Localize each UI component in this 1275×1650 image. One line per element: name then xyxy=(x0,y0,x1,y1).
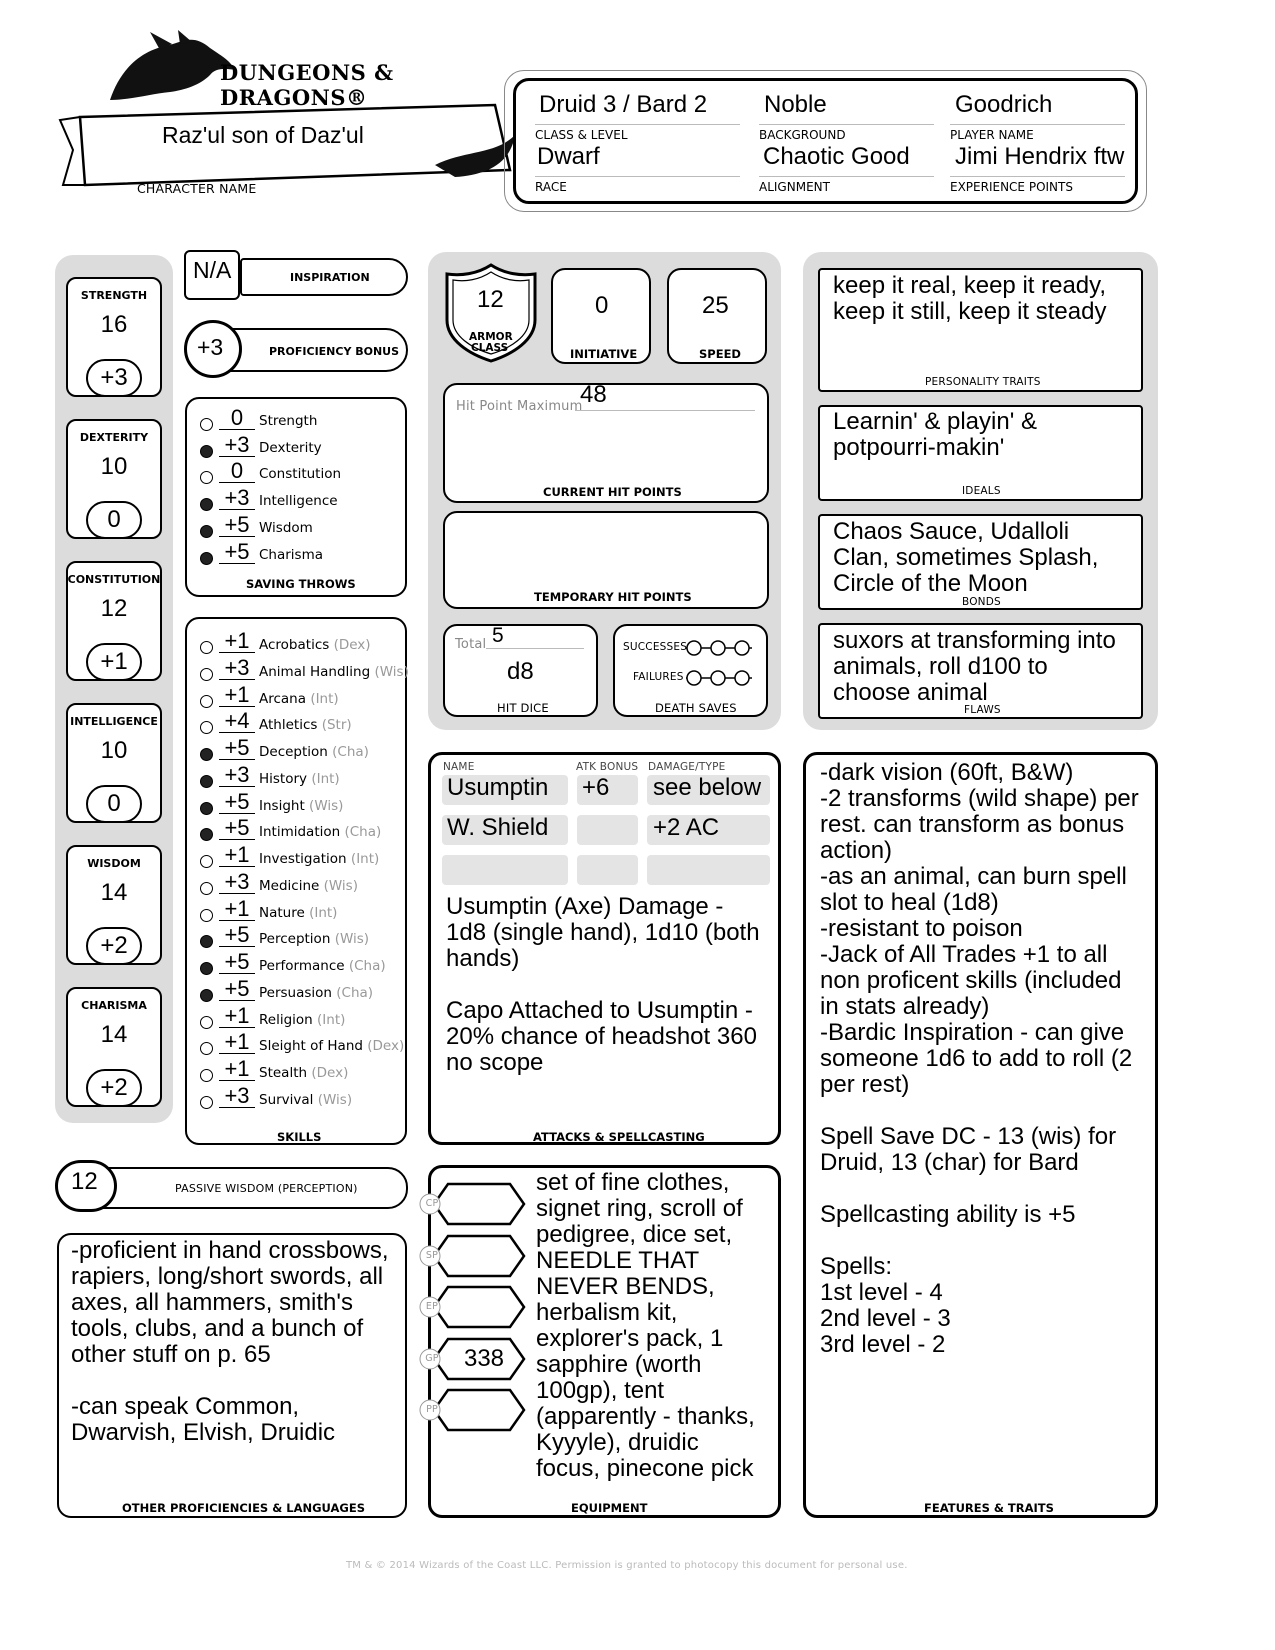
skill-name: Nature xyxy=(259,904,305,921)
saving-throw-value[interactable]: +5 xyxy=(219,514,255,537)
skill-proficiency-dot[interactable] xyxy=(200,962,213,975)
skill-row xyxy=(259,931,369,947)
skill-row xyxy=(259,878,358,894)
bonds-text[interactable]: Chaos Sauce, Udalloli Clan, sometimes Splash, Circle of the Moon xyxy=(833,518,1099,597)
player-name-label: PLAYER NAME xyxy=(950,124,1125,142)
race-value[interactable]: Dwarf xyxy=(537,143,600,170)
features-text[interactable]: -dark vision (60ft, B&W) -2 transforms (wild shape) per rest. can transform as bonus action) -as an animal, can burn spell slot to heal (1d8) -resistant to poison -Jack of All Trades +1 to all non proficent skills (included in stats already) -Bardic Inspiration - can give someone 1d6 to add to roll (2 per rest) Spell Save DC - 13 (wis) for Druid, 13 (char) for Bard Spellcasting ability is +5 Spells: 1st level - 4 2nd level - 3 3rd level - 2 xyxy=(820,759,1139,1358)
skill-proficiency-dot[interactable] xyxy=(200,909,213,922)
hit-dice-total[interactable]: 5 xyxy=(492,624,504,647)
skill-proficiency-dot[interactable] xyxy=(200,882,213,895)
experience-label: EXPERIENCE POINTS xyxy=(950,176,1125,194)
flaws-label: FLAWS xyxy=(964,704,1001,716)
experience-value[interactable]: Jimi Hendrix ftw xyxy=(955,143,1125,170)
skill-name: Sleight of Hand xyxy=(259,1038,363,1055)
skill-name: Survival xyxy=(259,1091,314,1108)
saving-throw-name: Charisma xyxy=(259,546,324,563)
attack-name-cell[interactable] xyxy=(442,855,568,885)
attack-damage[interactable]: see below xyxy=(653,774,762,801)
ability-score[interactable]: 16 xyxy=(100,311,128,338)
skill-name: History xyxy=(259,770,308,787)
skill-ability: (Cha) xyxy=(344,824,382,841)
hit-dice-total-label: Total xyxy=(455,637,487,652)
skill-name: Intimidation xyxy=(259,824,341,841)
other-proficiencies-text[interactable]: -proficient in hand crossbows, rapiers, long/short swords, all axes, all hammers, smith's tools, clubs, and a bunch of other stuff on p. 65 -can speak Common, Dwarvish, Elvish, Druidic xyxy=(71,1237,389,1446)
skill-ability: (Cha) xyxy=(336,984,374,1001)
flaws-text[interactable]: suxors at transforming into animals, roll d100 to choose animal xyxy=(833,627,1116,706)
ability-modifier[interactable]: 0 xyxy=(107,506,121,533)
skill-value[interactable]: +3 xyxy=(219,657,255,680)
skill-value[interactable]: +1 xyxy=(219,1005,255,1028)
armor-class-label-1: ARMOR xyxy=(469,331,513,343)
skill-proficiency-dot[interactable] xyxy=(200,1096,213,1109)
skill-ability: (Int) xyxy=(309,904,338,921)
armor-class-value[interactable]: 12 xyxy=(477,286,504,313)
saving-throw-proficiency-dot[interactable] xyxy=(200,418,213,431)
attack-damage[interactable]: +2 AC xyxy=(653,814,720,841)
ideals-text[interactable]: Learnin' & playin' & potpourri-makin' xyxy=(833,408,1037,461)
passive-wisdom-label: PASSIVE WISDOM (PERCEPTION) xyxy=(175,1182,358,1195)
skill-row xyxy=(259,717,352,733)
skill-row xyxy=(259,664,409,680)
skill-name: Athletics xyxy=(259,717,318,734)
success-1 xyxy=(687,641,701,655)
skill-name: Investigation xyxy=(259,851,347,867)
skill-value[interactable]: +1 xyxy=(219,844,255,867)
skill-ability: (Cha) xyxy=(332,744,369,760)
player-name-value[interactable]: Goodrich xyxy=(955,91,1053,118)
skill-value[interactable]: +5 xyxy=(219,951,255,974)
skill-ability: (Int) xyxy=(317,1011,346,1028)
skill-name: Animal Handling xyxy=(259,663,371,680)
skill-proficiency-dot[interactable] xyxy=(200,989,213,1002)
equipment-label: EQUIPMENT xyxy=(571,1501,648,1515)
ability-score[interactable]: 10 xyxy=(100,737,128,764)
character-name-value[interactable]: Raz'ul son of Daz'ul xyxy=(162,122,364,148)
skill-name: Medicine xyxy=(259,877,320,894)
skill-row xyxy=(259,905,337,921)
skill-ability: (Wis) xyxy=(374,663,409,680)
skill-value[interactable]: +1 xyxy=(219,1058,255,1081)
attack-damage-cell[interactable] xyxy=(647,855,770,885)
skill-name: Deception xyxy=(259,744,328,760)
skill-value[interactable]: +5 xyxy=(219,791,255,814)
brand-title: DUNGEONS & DRAGONS® xyxy=(220,60,394,110)
death-saves-successes-label: SUCCESSES xyxy=(623,641,688,653)
saving-throw-proficiency-dot[interactable] xyxy=(200,445,213,458)
personality-traits-label: PERSONALITY TRAITS xyxy=(925,376,1041,388)
skill-proficiency-dot[interactable] xyxy=(200,748,213,761)
equipment-text[interactable]: set of fine clothes, signet ring, scroll of pedigree, dice set, NEEDLE THAT NEVER BENDS, herbalism kit, explorer's pack, 1 sapphire (worth 100gp), tent (apparently - thanks, Kyyyle), druidic focus, pinecone pick xyxy=(536,1169,755,1482)
skill-row xyxy=(259,1012,345,1028)
ideals-label: IDEALS xyxy=(962,485,1001,497)
skill-name: Acrobatics xyxy=(259,637,330,653)
skill-ability: (Int) xyxy=(311,770,340,787)
skill-name: Persuasion xyxy=(259,984,332,1001)
ability-modifier[interactable]: +2 xyxy=(100,932,128,959)
skill-row xyxy=(259,1065,348,1081)
attacks-col-damage: DAMAGE/TYPE xyxy=(648,761,726,773)
ability-name: STRENGTH xyxy=(80,289,148,302)
failure-2 xyxy=(711,671,725,685)
attacks-col-bonus: ATK BONUS xyxy=(576,761,639,773)
skill-proficiency-dot[interactable] xyxy=(200,1069,213,1082)
ability-modifier[interactable]: +1 xyxy=(100,648,128,675)
skill-ability: (Wis) xyxy=(317,1091,353,1108)
background-value[interactable]: Noble xyxy=(764,91,827,118)
skill-proficiency-dot[interactable] xyxy=(200,802,213,815)
saving-throw-name: Strength xyxy=(259,413,318,429)
inspiration-label: INSPIRATION xyxy=(290,271,370,284)
skill-proficiency-dot[interactable] xyxy=(200,855,213,868)
saving-throw-value[interactable]: +5 xyxy=(219,541,255,564)
skill-name: Religion xyxy=(259,1011,313,1028)
coin-label: EP xyxy=(425,1301,439,1312)
current-hp-label: CURRENT HIT POINTS xyxy=(543,485,682,499)
saving-throw-value[interactable]: +3 xyxy=(219,487,255,510)
saving-throw-value[interactable]: 0 xyxy=(219,407,255,430)
skill-name: Stealth xyxy=(259,1065,308,1081)
coin-value[interactable]: 338 xyxy=(463,1344,505,1372)
coin-label: GP xyxy=(425,1352,439,1364)
hp-max-value[interactable]: 48 xyxy=(580,381,607,408)
skill-row xyxy=(259,637,371,653)
skill-row xyxy=(259,985,373,1001)
alignment-label: ALIGNMENT xyxy=(759,176,934,194)
footer-legal: TM & © 2014 Wizards of the Coast LLC. Permission is granted to photocopy this document for personal use. xyxy=(346,1560,908,1571)
skill-ability: (Wis) xyxy=(323,877,358,894)
skill-value[interactable]: +4 xyxy=(219,710,255,733)
ability-modifier[interactable]: +2 xyxy=(100,1074,128,1101)
coin-label: CP xyxy=(425,1198,439,1209)
skills-label: SKILLS xyxy=(277,1130,322,1144)
skill-value[interactable]: +1 xyxy=(219,684,255,707)
initiative-value[interactable]: 0 xyxy=(595,292,609,319)
skill-row xyxy=(259,744,369,760)
attack-bonus-cell[interactable] xyxy=(577,855,638,885)
saving-throw-proficiency-dot[interactable] xyxy=(200,552,213,565)
saving-throw-name: Wisdom xyxy=(259,519,313,536)
armor-class-label-2: CLASS xyxy=(471,342,509,354)
temp-hp-label: TEMPORARY HIT POINTS xyxy=(534,590,692,604)
other-proficiencies-label: OTHER PROFICIENCIES & LANGUAGES xyxy=(122,1501,365,1515)
skill-proficiency-dot[interactable] xyxy=(200,668,213,681)
hit-dice-label: HIT DICE xyxy=(497,701,549,715)
saving-throw-value[interactable]: +3 xyxy=(219,434,255,457)
saving-throws-label: SAVING THROWS xyxy=(246,577,356,591)
skill-value[interactable]: +1 xyxy=(219,898,255,921)
ability-name: INTELLIGENCE xyxy=(70,715,158,728)
initiative-label: INITIATIVE xyxy=(570,347,638,361)
skill-ability: (Dex) xyxy=(367,1038,405,1055)
skill-row xyxy=(259,824,381,840)
race-label: RACE xyxy=(535,176,740,194)
ability-modifier[interactable]: 0 xyxy=(107,790,121,817)
saving-throw-proficiency-dot[interactable] xyxy=(200,525,213,538)
speed-value[interactable]: 25 xyxy=(702,292,729,319)
skill-name: Arcana xyxy=(259,690,307,707)
skill-ability: (Wis) xyxy=(309,797,344,814)
class-level-value[interactable]: Druid 3 / Bard 2 xyxy=(539,91,708,118)
attack-name[interactable]: Usumptin xyxy=(447,774,549,801)
personality-traits-text[interactable]: keep it real, keep it ready, keep it still, keep it steady xyxy=(833,272,1107,325)
skill-value[interactable]: +5 xyxy=(219,978,255,1001)
skill-ability: (Dex) xyxy=(333,637,371,653)
ability-modifier[interactable]: +3 xyxy=(100,364,128,391)
skill-row xyxy=(259,958,386,974)
ability-score[interactable]: 14 xyxy=(100,879,128,906)
alignment-value[interactable]: Chaotic Good xyxy=(763,143,910,170)
skill-value[interactable]: +5 xyxy=(219,737,255,760)
coin-label: SP xyxy=(425,1249,439,1261)
skill-ability: (Dex) xyxy=(311,1065,349,1081)
skill-row xyxy=(259,771,340,787)
attacks-notes[interactable]: Usumptin (Axe) Damage - 1d8 (single hand), 1d10 (both hands) Capo Attached to Usumptin - 20% chance of headshot 360 no scope xyxy=(446,893,760,1076)
hp-max-label: Hit Point Maximum xyxy=(456,399,583,414)
skill-name: Insight xyxy=(259,797,305,814)
skill-proficiency-dot[interactable] xyxy=(200,695,213,708)
inspiration-value[interactable]: N/A xyxy=(193,257,232,283)
speed-label: SPEED xyxy=(699,347,741,361)
skill-value[interactable]: +3 xyxy=(219,871,255,894)
skill-value[interactable]: +3 xyxy=(219,1085,255,1108)
skill-ability: (Wis) xyxy=(334,931,370,948)
saving-throw-name: Intelligence xyxy=(259,493,338,510)
death-saves-marks xyxy=(684,638,756,688)
name-banner xyxy=(55,95,525,205)
skill-value[interactable]: +3 xyxy=(219,764,255,787)
attacks-label: ATTACKS & SPELLCASTING xyxy=(533,1130,705,1144)
failure-3 xyxy=(735,671,749,685)
ability-name: CONSTITUTION xyxy=(67,573,161,586)
ability-name: WISDOM xyxy=(87,857,141,870)
attack-bonus-cell[interactable] xyxy=(577,815,638,845)
skill-value[interactable]: +1 xyxy=(219,630,255,653)
skill-ability: (Int) xyxy=(310,690,339,707)
bonds-label: BONDS xyxy=(962,596,1001,608)
ability-score[interactable]: 10 xyxy=(100,453,128,480)
proficiency-label: PROFICIENCY BONUS xyxy=(269,345,400,358)
skill-value[interactable]: +5 xyxy=(219,817,255,840)
skill-row xyxy=(259,1038,404,1054)
ability-name: DEXTERITY xyxy=(79,431,149,444)
skill-row xyxy=(259,1092,352,1108)
skill-row xyxy=(259,798,343,814)
saving-throw-proficiency-dot[interactable] xyxy=(200,498,213,511)
skill-proficiency-dot[interactable] xyxy=(200,1016,213,1029)
class-level-label: CLASS & LEVEL xyxy=(535,124,740,142)
failure-1 xyxy=(687,671,701,685)
skill-ability: (Cha) xyxy=(348,958,386,974)
hit-dice-value[interactable]: d8 xyxy=(507,658,534,685)
passive-wisdom-value[interactable]: 12 xyxy=(71,1168,98,1195)
background-label: BACKGROUND xyxy=(759,124,934,142)
death-saves-label: DEATH SAVES xyxy=(655,701,737,715)
skill-row xyxy=(259,851,379,867)
skill-name: Performance xyxy=(259,958,345,974)
death-saves-failures-label: FAILURES xyxy=(633,671,684,683)
ability-score[interactable]: 14 xyxy=(100,1021,128,1048)
skill-proficiency-dot[interactable] xyxy=(200,641,213,654)
skill-value[interactable]: +5 xyxy=(219,924,255,947)
attacks-col-name: NAME xyxy=(443,761,475,773)
saving-throw-name: Constitution xyxy=(259,466,342,483)
skill-name: Perception xyxy=(259,931,331,948)
skill-ability: (Int) xyxy=(350,851,380,867)
skill-ability: (Str) xyxy=(321,717,352,734)
attack-name[interactable]: W. Shield xyxy=(447,814,549,841)
success-2 xyxy=(711,641,725,655)
saving-throw-value[interactable]: 0 xyxy=(219,460,255,483)
proficiency-value[interactable]: +3 xyxy=(197,334,224,360)
attack-bonus[interactable]: +6 xyxy=(582,774,610,801)
ability-name: CHARISMA xyxy=(81,999,147,1012)
saving-throw-name: Dexterity xyxy=(259,439,322,456)
ability-score[interactable]: 12 xyxy=(100,595,128,622)
skill-row xyxy=(259,691,339,707)
success-3 xyxy=(735,641,749,655)
features-label: FEATURES & TRAITS xyxy=(924,1501,1054,1515)
character-name-label: CHARACTER NAME xyxy=(137,181,257,196)
skill-value[interactable]: +1 xyxy=(219,1031,255,1054)
skill-proficiency-dot[interactable] xyxy=(200,775,213,788)
coin-label: PP xyxy=(426,1404,438,1415)
